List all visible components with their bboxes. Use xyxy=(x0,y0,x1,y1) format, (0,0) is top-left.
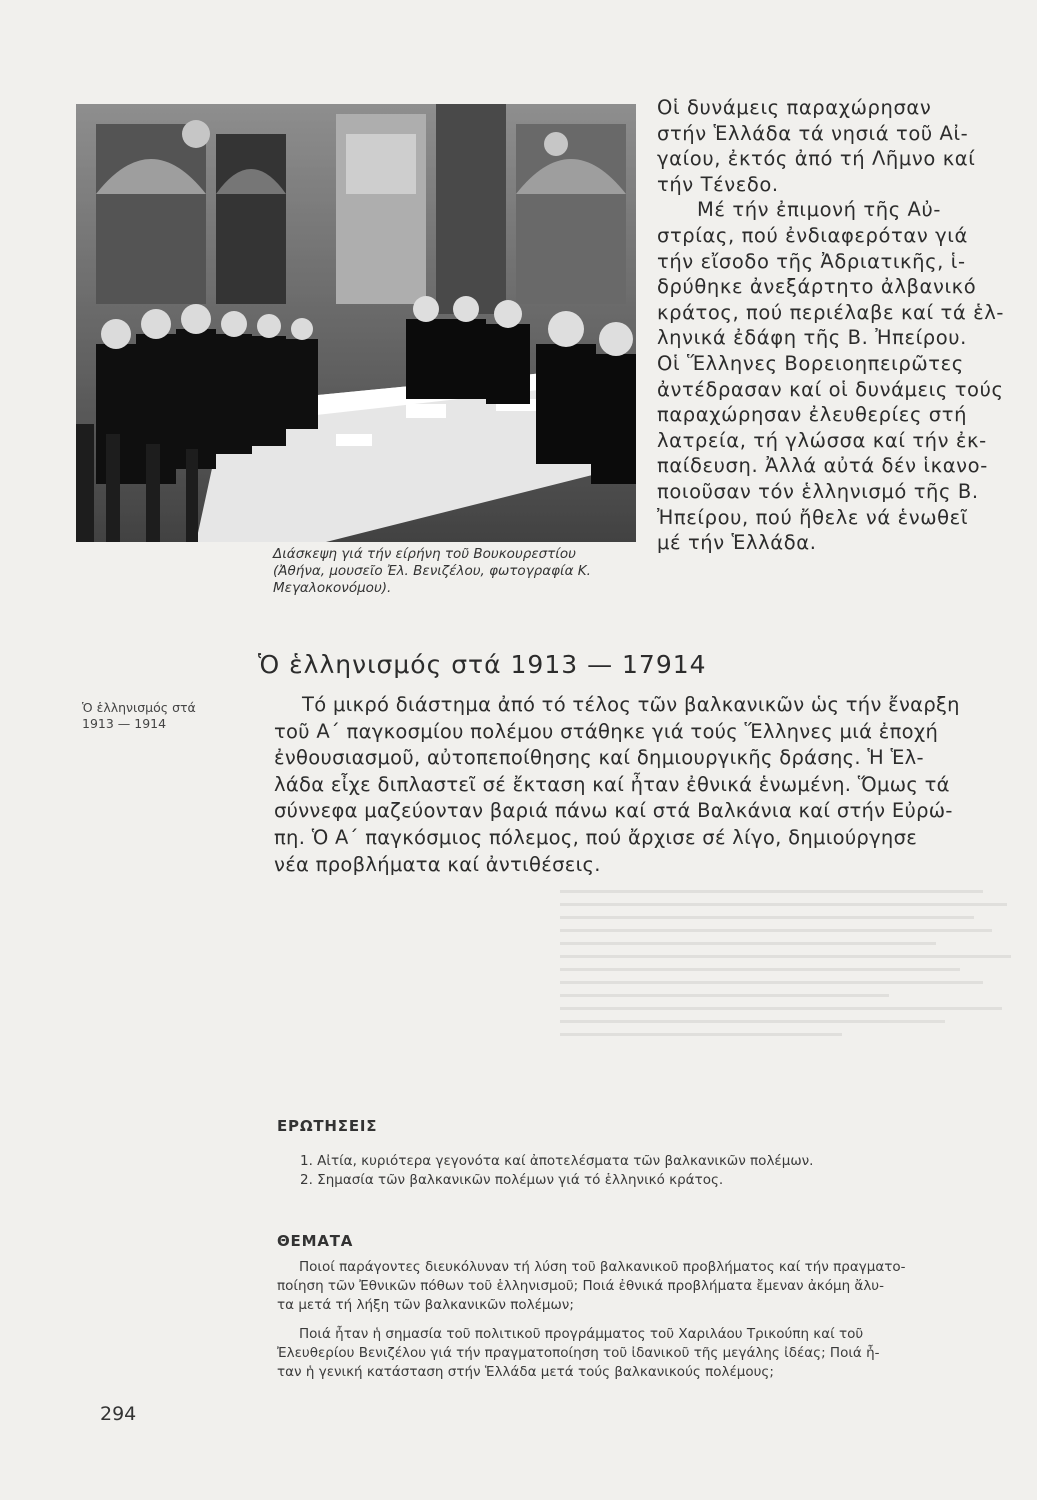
margin-note-line: Ὁ ἑλληνισμός στά xyxy=(82,700,196,715)
photo-scene xyxy=(76,104,636,542)
text-line: ποιοῦσαν τόν ἑλληνισμό τῆς Β. xyxy=(657,479,979,503)
text-line: τήν Τένεδο. xyxy=(657,172,779,196)
conference-photograph xyxy=(76,104,636,542)
text-line: γαίου, ἐκτός ἀπό τή Λῆμνο καί xyxy=(657,147,976,171)
body-line: Τό μικρό διάστημα ἀπό τό τέλος τῶν βαλκανικῶν ὡς τήν ἔναρξη xyxy=(302,693,960,716)
text-line: στήν Ἑλλάδα τά νησιά τοῦ Αἰ- xyxy=(657,121,969,145)
topic-line: ποίηση τῶν Ἐθνικῶν πόθων τοῦ ἑλληνισμοῦ; Ποιά ἐθνικά προβλήματα ἔμεναν ἀκόμη ἄλυ- xyxy=(277,1278,884,1294)
topic-line: ταν ἡ γενική κατάσταση στήν Ἑλλάδα μετά τούς βαλκανικούς πολέμους; xyxy=(277,1364,774,1380)
topics-paragraph-2 xyxy=(277,1325,1032,1382)
questions-list xyxy=(300,1152,813,1190)
topic-line: Ποιοί παράγοντες διευκόλυναν τή λύση τοῦ βαλκανικοῦ προβλήματος καί τήν πραγματο- xyxy=(299,1259,906,1275)
text-line: Ἠπείρου, πού ἤθελε νά ἑνωθεῖ xyxy=(657,505,969,529)
questions-heading: ΕΡΩΤΗΣΕΙΣ xyxy=(277,1117,378,1135)
text-line: Οἱ Ἕλληνες Βορειοηπειρῶτες xyxy=(657,351,964,375)
text-line: ἀντέδρασαν καί οἱ δυνάμεις τούς xyxy=(657,377,1004,401)
text-line: λατρεία, τή γλώσσα καί τήν ἐκ- xyxy=(657,428,987,452)
topics-paragraph-1 xyxy=(277,1258,1032,1315)
caption-line: Μεγαλοκονόμου). xyxy=(273,580,392,596)
topic-line: Ἐλευθερίου Βενιζέλου γιά τήν πραγματοποίηση τοῦ ἰδανικοῦ τῆς μεγάλης ἰδέας; Ποιά ἦ- xyxy=(277,1345,880,1361)
topic-line: Ποιά ἦταν ἡ σημασία τοῦ πολιτικοῦ προγράμματος τοῦ Χαριλάου Τρικούπη καί τοῦ xyxy=(299,1326,864,1342)
caption-line: (Ἀθήνα, μουσεῖο Ἐλ. Βενιζέλου, φωτογραφία Κ. xyxy=(273,563,591,579)
question-item: 2. Σημασία τῶν βαλκανικῶν πολέμων γιά τό ἑλληνικό κράτος. xyxy=(300,1172,724,1188)
margin-note xyxy=(82,700,196,732)
margin-note-line: 1913 — 1914 xyxy=(82,716,167,731)
right-column-text xyxy=(657,95,1027,556)
section-body xyxy=(274,692,1029,878)
question-item: 1. Αἰτία, κυριότερα γεγονότα καί ἀποτελέσματα τῶν βαλκανικῶν πολέμων. xyxy=(300,1153,814,1169)
topic-line: τα μετά τή λήξη τῶν βαλκανικῶν πολέμων; xyxy=(277,1297,574,1313)
text-line: κράτος, πού περιέλαβε καί τά ἑλ- xyxy=(657,300,1005,324)
body-line: σύννεφα μαζεύονταν βαριά πάνω καί στά Βαλκάνια καί στήν Εὐρώ- xyxy=(274,799,953,823)
text-line: παίδευση. Ἀλλά αὐτά δέν ἱκανο- xyxy=(657,454,988,478)
text-line: ληνικά ἐδάφη τῆς Β. Ἠπείρου. xyxy=(657,326,967,350)
body-line: ἐνθουσιασμοῦ, αὐτοπεποίθησης καί δημιουργικῆς δράσης. Ἡ Ἑλ- xyxy=(274,746,924,770)
body-line: νέα προβλήματα καί ἀντιθέσεις. xyxy=(274,852,601,876)
text-line: Οἱ δυνάμεις παραχώρησαν xyxy=(657,96,932,119)
body-line: λάδα εἶχε διπλαστεῖ σέ ἔκταση καί ἦταν ἐθνικά ἑνωμένη. Ὅμως τά xyxy=(274,772,950,796)
text-line: μέ τήν Ἑλλάδα. xyxy=(657,531,817,555)
body-line: τοῦ Α΄ παγκοσμίου πολέμου στάθηκε γιά τούς Ἕλληνες μιά ἐποχή xyxy=(274,719,939,743)
photo-caption xyxy=(273,546,633,597)
topics-heading: ΘΕΜΑΤΑ xyxy=(277,1232,354,1250)
text-line: τήν εἴσοδο τῆς Ἀδριατικῆς, ἱ- xyxy=(657,249,966,273)
text-line: στρίας, πού ἐνδιαφερόταν γιά xyxy=(657,223,968,247)
bleed-through-texture xyxy=(560,880,1030,1160)
text-line: δρύθηκε ἀνεξάρτητο ἀλβανικό xyxy=(657,275,977,299)
section-title: Ὁ ἑλληνισμός στά 1913 — 17914 xyxy=(258,650,707,679)
text-line: Μέ τήν ἐπιμονή τῆς Αὐ- xyxy=(697,198,942,222)
body-line: πη. Ὁ Α΄ παγκόσμιος πόλεμος, πού ἄρχισε σέ λίγο, δημιούργησε xyxy=(274,825,918,849)
text-line: παραχώρησαν ἐλευθερίες στή xyxy=(657,403,968,427)
page-number: 294 xyxy=(100,1403,137,1425)
caption-line: Διάσκεψη γιά τήν είρήνη τοῦ Βουκουρεστίου xyxy=(273,546,576,562)
